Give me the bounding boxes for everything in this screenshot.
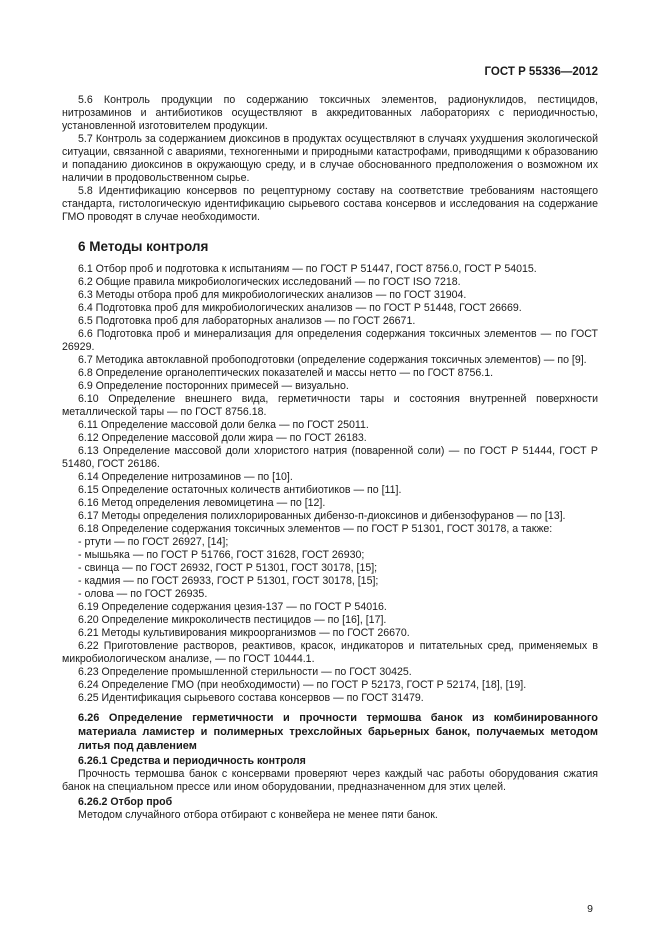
list-item: 6.5 Подготовка проб для лабораторных анализов — по ГОСТ 26671.: [78, 315, 416, 327]
list-item: 6.1 Отбор проб и подготовка к испытаниям — по ГОСТ Р 51447, ГОСТ 8756.0, ГОСТ Р 54015.: [78, 263, 537, 275]
page-number: 9: [587, 903, 593, 915]
subsection-heading-6-26-1: 6.26.1 Средства и периодичность контроля: [78, 755, 306, 767]
paragraph-5-8: 5.8 Идентификацию консервов по рецептурному составу на соответствие требованиям настоящего стандарта, гистологическую идентификацию сырьевого состава консервов и исследования на содержание ГМО проводят в случае необходимости.: [62, 185, 598, 223]
list-item: 6.23 Определение промышленной стерильности — по ГОСТ 30425.: [78, 666, 412, 678]
list-item: 6.21 Методы культивирования микроорганизмов — по ГОСТ 26670.: [78, 627, 410, 639]
document-body: [62, 94, 598, 822]
list-item: 6.17 Методы определения полихлорированных дибензо-п-диоксинов и дибензофуранов — по [13].: [78, 510, 566, 522]
list-item: 6.18 Определение содержания токсичных элементов — по ГОСТ Р 51301, ГОСТ 30178, а также:: [78, 523, 553, 535]
document-header: ГОСТ Р 55336—2012: [484, 66, 598, 78]
list-item: 6.12 Определение массовой доли жира — по ГОСТ 26183.: [78, 432, 367, 444]
list-item: 6.11 Определение массовой доли белка — по ГОСТ 25011.: [78, 419, 369, 431]
list-item: 6.8 Определение органолептических показателей и массы нетто — по ГОСТ 8756.1.: [78, 367, 494, 379]
list-item: 6.25 Идентификация сырьевого состава консервов — по ГОСТ 31479.: [78, 692, 424, 704]
list-item: 6.22 Приготовление растворов, реактивов, красок, индикаторов и питательных сред, применяемых в микробиологическом анализе, — по ГОСТ 10444.1.: [62, 640, 598, 665]
list-item: 6.24 Определение ГМО (при необходимости) — по ГОСТ Р 52173, ГОСТ Р 52174, [18], [19].: [78, 679, 527, 691]
list-item: 6.20 Определение микроколичеств пестицидов — по [16], [17].: [78, 614, 387, 626]
list-item: - кадмия — по ГОСТ 26933, ГОСТ Р 51301, ГОСТ 30178, [15];: [78, 575, 379, 587]
list-item: 6.2 Общие правила микробиологических исследований — по ГОСТ ISO 7218.: [78, 276, 461, 288]
paragraph-6-26-1: Прочность термошва банок с консервами проверяют через каждый час работы оборудования сжатия банок на специальном прессе или ином оборудовании, предназначенном для этих целей.: [62, 768, 598, 793]
list-item: 6.4 Подготовка проб для микробиологических анализов — по ГОСТ Р 51448, ГОСТ 26669.: [78, 302, 522, 314]
list-item: 6.13 Определение массовой доли хлористого натрия (поваренной соли) — по ГОСТ Р 51444, ГОСТ Р 51480, ГОСТ 26186.: [62, 445, 598, 470]
list-item: 6.16 Метод определения левомицетина — по [12].: [78, 497, 326, 509]
section-items: [62, 263, 598, 705]
list-item: 6.14 Определение нитрозаминов — по [10].: [78, 471, 293, 483]
list-item: 6.10 Определение внешнего вида, герметичности тары и состояния внутренней поверхности металлической тары — по ГОСТ 8756.18.: [62, 393, 598, 418]
list-item: - олова — по ГОСТ 26935.: [78, 588, 208, 600]
list-item: 6.9 Определение посторонних примесей — визуально.: [78, 380, 349, 392]
list-item: - ртути — по ГОСТ 26927, [14];: [78, 536, 229, 548]
list-item: 6.7 Методика автоклавной пробоподготовки (определение содержания токсичных элементов) — по [9].: [78, 354, 587, 366]
paragraph-6-26-2: Методом случайного отбора отбирают с конвейера не менее пяти банок.: [78, 809, 438, 821]
list-item: 6.15 Определение остаточных количеств антибиотиков — по [11].: [78, 484, 402, 496]
subsection-heading-6-26-2: 6.26.2 Отбор проб: [78, 796, 173, 808]
list-item: 6.6 Подготовка проб и минерализация для определения содержания токсичных элементов — по ГОСТ 26929.: [62, 328, 598, 353]
section-heading: 6 Методы контроля: [78, 239, 209, 254]
subsection-heading-6-26: 6.26 Определение герметичности и прочности термошва банок из комбинированного материала ламистер и полимерных трехслойных барьерных банок, получаемых методом литья под давлением: [78, 712, 598, 752]
paragraph-5-7: 5.7 Контроль за содержанием диоксинов в продуктах осуществляют в случаях ухудшения экологической ситуации, связанной с авариями, техногенными и природными катастрофами, приводящими к образованию и попаданию диоксинов в окружающую среду, и в случае обоснованного предположения о возможном их наличии в продовольственном сырье.: [62, 133, 598, 184]
list-item: - свинца — по ГОСТ 26932, ГОСТ Р 51301, ГОСТ 30178, [15];: [78, 562, 378, 574]
paragraph-5-6: 5.6 Контроль продукции по содержанию токсичных элементов, радионуклидов, пестицидов, нитрозаминов и антибиотиков осуществляют в аккредитованных лабораториях с периодичностью, установленной изготовителем продукции.: [62, 94, 598, 132]
list-item: - мышьяка — по ГОСТ Р 51766, ГОСТ 31628, ГОСТ 26930;: [78, 549, 365, 561]
list-item: 6.19 Определение содержания цезия-137 — по ГОСТ Р 54016.: [78, 601, 387, 613]
list-item: 6.3 Методы отбора проб для микробиологических анализов — по ГОСТ 31904.: [78, 289, 467, 301]
